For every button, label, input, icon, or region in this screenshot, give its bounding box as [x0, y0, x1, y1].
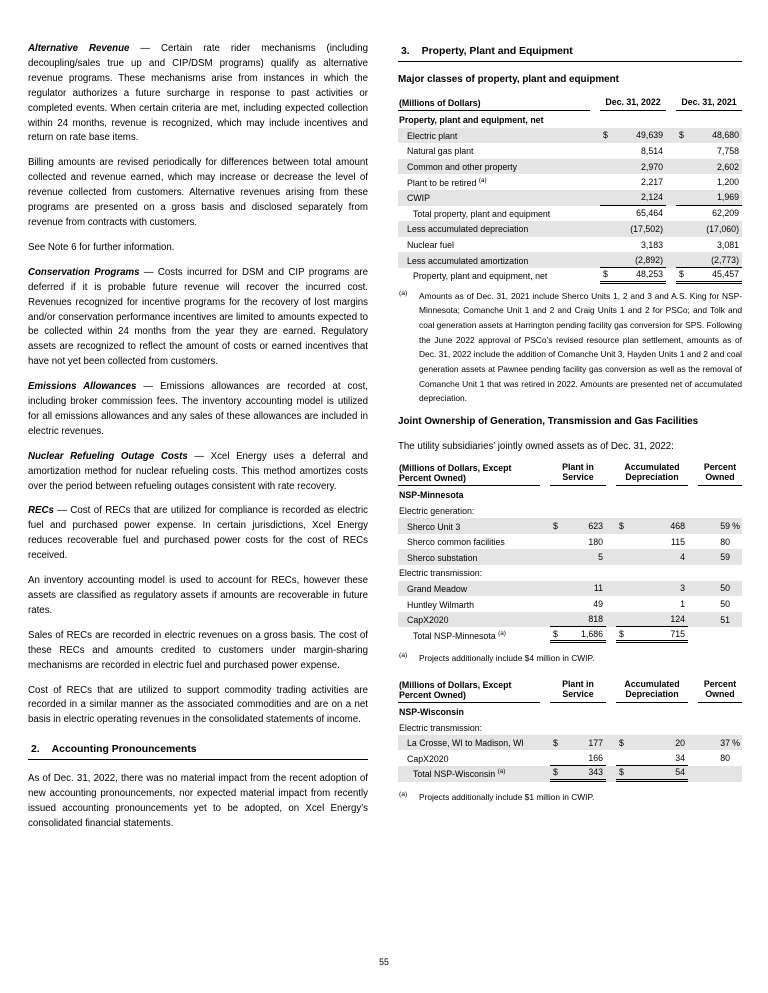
- amount-value: 1,969: [716, 192, 739, 203]
- dollar-sign: $: [553, 737, 558, 748]
- dollar-sign: $: [553, 521, 558, 532]
- row-label: Less accumulated depreciation: [407, 224, 529, 235]
- money-cell: [676, 143, 742, 159]
- table-row: [398, 735, 742, 751]
- row-label: Sherco substation: [407, 552, 478, 563]
- dollar-sign: $: [603, 130, 608, 141]
- percent-cell: [698, 627, 742, 643]
- table-row: [398, 549, 742, 565]
- percent-sign: %: [732, 737, 740, 748]
- paragraph: See Note 6 for further information.: [28, 241, 175, 253]
- percent-cell: [698, 750, 742, 766]
- section-heading-property-plant-equipment: [398, 44, 742, 62]
- money-cell: [616, 503, 688, 519]
- column-header-line: Depreciation: [625, 472, 679, 483]
- table-row: [398, 237, 742, 253]
- table-column-header: Dec. 31, 2022: [600, 98, 666, 111]
- percent-cell: [698, 549, 742, 565]
- column-header-line: Owned: [705, 472, 735, 483]
- money-cell: [676, 221, 742, 237]
- money-cell: [616, 549, 688, 565]
- row-label: Huntley Wilmarth: [407, 599, 474, 610]
- money-cell: [676, 237, 742, 253]
- amount-value: 62,209: [712, 208, 739, 219]
- table-row: [398, 112, 742, 128]
- money-cell: [676, 174, 742, 190]
- amount-value: 48,680: [712, 130, 739, 141]
- amount-value: 623: [588, 521, 603, 532]
- row-label: Electric transmission:: [399, 722, 483, 733]
- table-row: [398, 518, 742, 534]
- money-cell: [600, 128, 666, 144]
- money-cell: [676, 128, 742, 144]
- money-cell: [616, 750, 688, 766]
- amount-value: 1: [680, 599, 685, 610]
- money-cell: [676, 112, 742, 128]
- row-label: Sherco Unit 3: [407, 521, 461, 532]
- table-units-header: (Millions of Dollars, Except Percent Owned): [398, 680, 540, 703]
- money-cell: [600, 190, 666, 206]
- table-row: [398, 159, 742, 175]
- money-cell: [600, 252, 666, 268]
- paragraph: Nuclear Refueling Outage Costs — Xcel Energy uses a deferral and amortization method for nuclear refueling costs. This method amortizes costs over the period between refueling outages consistent with rate recovery.: [28, 450, 368, 492]
- money-cell: [616, 596, 688, 612]
- percent-cell: [698, 581, 742, 597]
- row-label: Total property, plant and equipment: [413, 208, 551, 219]
- amount-value: 2,970: [640, 161, 663, 172]
- footnote-marker: (a): [399, 289, 408, 297]
- percent-value: 59: [720, 552, 730, 563]
- nsp-minnesota-footnote: [398, 651, 742, 666]
- percent-cell: [698, 735, 742, 751]
- percent-value: 51: [720, 614, 730, 625]
- table-row: [398, 143, 742, 159]
- table-row: [398, 128, 742, 144]
- money-cell: [550, 750, 606, 766]
- row-label: NSP-Wisconsin: [399, 707, 464, 717]
- table-row: [398, 252, 742, 268]
- paragraph: Conservation Programs — Costs incurred for DSM and CIP programs are deferred if it is probable future revenue will recover the incurred cost. Revenues recognized for incentive programs for the recovery of lost margins and/or conservation performance incentives are limited to amounts expected to be collected within 24 months from the year they are earned. Regulatory assets are recognized to reflect the amount of costs or earned incentives that have not yet been collected from customers.: [28, 266, 368, 368]
- money-cell: [600, 237, 666, 253]
- percent-cell: [698, 518, 742, 534]
- table-row: [398, 268, 742, 284]
- paragraph: RECs — Cost of RECs that are utilized for compliance is recorded as electric fuel and purchased power expense. In certain jurisdictions, Xcel Energy reduces recoverable fuel and purchased power costs for the cost of RECs received.: [28, 505, 368, 562]
- amount-value: 20: [675, 737, 685, 748]
- table-row: [398, 565, 742, 581]
- table-row: [398, 750, 742, 766]
- table-row: [398, 190, 742, 206]
- dollar-sign: $: [619, 521, 624, 532]
- amount-value: 343: [588, 767, 603, 778]
- paragraph-lead-term: Nuclear Refueling Outage Costs: [28, 450, 195, 462]
- table-row: [398, 596, 742, 612]
- money-cell: [550, 719, 606, 735]
- dollar-sign: $: [553, 628, 558, 639]
- money-cell: [616, 565, 688, 581]
- percent-cell: [698, 704, 742, 720]
- paragraph-lead-term: Conservation Programs: [28, 266, 144, 278]
- money-cell: [600, 174, 666, 190]
- subheading-joint-ownership: Joint Ownership of Generation, Transmission and Gas Facilities: [398, 416, 699, 428]
- money-cell: [616, 627, 688, 643]
- amount-value: 468: [670, 521, 685, 532]
- page-number: 55: [379, 957, 389, 967]
- amount-value: 3: [680, 583, 685, 594]
- table-row: [398, 704, 742, 720]
- joint-ownership-intro: The utility subsidiaries’ jointly owned assets as of Dec. 31, 2022:: [398, 441, 674, 453]
- section-number: 2.: [31, 744, 40, 756]
- money-cell: [616, 534, 688, 550]
- money-cell: [616, 719, 688, 735]
- money-cell: [550, 518, 606, 534]
- amount-value: 180: [588, 536, 603, 547]
- percent-cell: [698, 487, 742, 503]
- money-cell: [616, 704, 688, 720]
- nsp-minnesota-table: [398, 463, 742, 643]
- dollar-sign: $: [619, 628, 624, 639]
- table-row: [398, 719, 742, 735]
- percent-value: 50: [720, 583, 730, 594]
- column-header-line: Plant in: [562, 462, 594, 473]
- money-cell: [676, 252, 742, 268]
- percent-cell: [698, 534, 742, 550]
- percent-value: 80: [720, 753, 730, 764]
- row-label: Natural gas plant: [407, 146, 474, 157]
- money-cell: [616, 581, 688, 597]
- dollar-sign: $: [603, 269, 608, 280]
- amount-value: 3,081: [716, 239, 739, 250]
- amount-value: 49: [593, 599, 603, 610]
- money-cell: [550, 612, 606, 628]
- dollar-sign: $: [679, 130, 684, 141]
- percent-cell: [698, 766, 742, 782]
- money-cell: [600, 206, 666, 222]
- amount-value: (17,502): [630, 223, 663, 234]
- table-column-header: [616, 680, 688, 703]
- table-row: [398, 627, 742, 643]
- left-column: [28, 42, 368, 842]
- row-label: Electric generation:: [399, 505, 475, 516]
- amount-value: 54: [675, 767, 685, 778]
- dollar-sign: $: [619, 737, 624, 748]
- money-cell: [550, 627, 606, 643]
- table-column-header: [616, 463, 688, 486]
- amount-value: 49,639: [636, 130, 663, 141]
- amount-value: 166: [588, 752, 603, 763]
- amount-value: 2,124: [640, 192, 663, 203]
- footnote-reference: (a): [478, 176, 487, 184]
- section-heading-accounting-pronouncements: [28, 742, 368, 760]
- table-column-header: [550, 680, 606, 703]
- table-row: [398, 221, 742, 237]
- amount-value: 11: [593, 583, 603, 594]
- row-label: Plant to be retired $^{(a)}$: [407, 176, 487, 188]
- footnote-text: Amounts as of Dec. 31, 2021 include Sherco Units 1, 2 and 3 and A.S. King for NSP-Minnesota; Comanche Unit 1 and 2 and Craig Units 1 and 2 for PSCo; and Tolk and coal generation assets at Harrington pending facility gas conversion for SPS. Following the June 2022 approval of PSCo’s revised resource plan settlement, amounts as of Dec. 31, 2022 include the addition of Comanche Unit 3, Hayden Units 1 and 2 and coal generation assets at Pawnee pending facility gas conversion as well as the removal of Comanche Unit 1 that was retired in 2022. Amounts are presented net of accumulated depreciation.: [419, 290, 742, 404]
- ppe-table: [398, 98, 742, 284]
- row-label: Total NSP-Minnesota $^{(a)}$: [413, 629, 506, 641]
- amount-value: 48,253: [636, 269, 663, 280]
- amount-value: 45,457: [712, 269, 739, 280]
- row-label: Sherco common facilities: [407, 537, 505, 548]
- table-row: [398, 612, 742, 628]
- row-label: Grand Meadow: [407, 583, 468, 594]
- amount-value: 177: [588, 737, 603, 748]
- money-cell: [600, 143, 666, 159]
- money-cell: [550, 549, 606, 565]
- percent-cell: [698, 596, 742, 612]
- amount-value: 8,514: [640, 145, 663, 156]
- row-label: Less accumulated amortization: [407, 255, 529, 266]
- table-header-row: [398, 463, 742, 486]
- amount-value: 2,602: [716, 161, 739, 172]
- money-cell: [550, 534, 606, 550]
- paragraph: An inventory accounting model is used to account for RECs, however these assets are classified as regulatory assets if amounts are recoverable in future rates.: [28, 575, 368, 616]
- dollar-sign: $: [619, 767, 624, 778]
- section-title: Property, Plant and Equipment: [421, 46, 573, 57]
- row-label: CapX2020: [407, 753, 449, 764]
- row-label: NSP-Minnesota: [399, 490, 464, 501]
- two-column-layout: [28, 42, 742, 842]
- percent-cell: [698, 612, 742, 628]
- paragraph: Cost of RECs that are utilized to support commodity trading activities are recorded in a similar manner as the associated commodities and are on a net basis in electric operating revenues in the consolidated statements of income.: [28, 684, 368, 726]
- footnote-reference: (a): [498, 629, 506, 637]
- column-header-line: Percent: [703, 462, 737, 473]
- amount-value: 1,200: [716, 177, 739, 188]
- table-row: [398, 487, 742, 503]
- column-header-line: Accumulated: [624, 462, 680, 473]
- row-label: Total NSP-Wisconsin $^{(a)}$: [413, 768, 506, 780]
- money-cell: [550, 735, 606, 751]
- column-header-line: Service: [562, 688, 594, 699]
- amount-value: 4: [680, 552, 685, 563]
- table-row: [398, 206, 742, 222]
- money-cell: [676, 206, 742, 222]
- money-cell: [676, 268, 742, 284]
- money-cell: [550, 596, 606, 612]
- money-cell: [550, 766, 606, 782]
- money-cell: [550, 565, 606, 581]
- column-header-line: Service: [562, 472, 594, 483]
- percent-value: 37: [720, 737, 730, 748]
- table-units-header: (Millions of Dollars): [398, 98, 590, 111]
- money-cell: [600, 159, 666, 175]
- table-column-header: Dec. 31, 2021: [676, 98, 742, 111]
- money-cell: [616, 487, 688, 503]
- table-row: [398, 503, 742, 519]
- amount-value: 115: [670, 536, 685, 547]
- money-cell: [550, 503, 606, 519]
- right-column: [398, 42, 742, 842]
- column-header-line: Accumulated: [624, 679, 680, 690]
- amount-value: 2,217: [640, 177, 663, 188]
- row-label: CWIP: [407, 193, 430, 204]
- section-number: 3.: [401, 46, 410, 57]
- amount-value: 124: [670, 614, 685, 625]
- row-label: Nuclear fuel: [407, 240, 454, 251]
- footnote-text: Projects additionally include $1 million in CWIP.: [419, 791, 595, 802]
- paragraph: As of Dec. 31, 2022, there was no material impact from the recent adoption of new accounting pronouncements, nor expected material impact from recently issued accounting pronouncements yet to be adopted, on Xcel Energy’s consolidated financial statements.: [28, 773, 368, 829]
- table-column-header: [698, 680, 742, 703]
- amount-value: (2,892): [635, 254, 663, 265]
- amount-value: 1,686: [580, 628, 603, 639]
- table-column-header: [550, 463, 606, 486]
- paragraph: Emissions Allowances — Emissions allowances are recorded at cost, including broker commission fees. The inventory accounting model is utilized for all emissions allowances and any sales of these allowances are included in electric revenues.: [28, 381, 368, 437]
- column-header-line: Percent: [703, 679, 737, 690]
- money-cell: [616, 735, 688, 751]
- paragraph-lead-term: Alternative Revenue: [28, 43, 141, 54]
- subheading-major-classes: Major classes of property, plant and equipment: [398, 74, 619, 85]
- money-cell: [616, 518, 688, 534]
- percent-cell: [698, 503, 742, 519]
- table-units-header: (Millions of Dollars, Except Percent Owned): [398, 463, 540, 486]
- amount-value: 3,183: [640, 239, 663, 250]
- money-cell: [616, 612, 688, 628]
- amount-value: (17,060): [706, 223, 739, 234]
- percent-value: 80: [720, 536, 730, 547]
- money-cell: [600, 112, 666, 128]
- row-label: Common and other property: [407, 162, 518, 173]
- amount-value: 65,464: [636, 208, 663, 219]
- row-label: Property, plant and equipment, net: [413, 271, 548, 282]
- money-cell: [676, 159, 742, 175]
- percent-value: 50: [720, 599, 730, 610]
- table-row: [398, 766, 742, 782]
- table-column-header: [698, 463, 742, 486]
- amount-value: 5: [598, 552, 603, 563]
- percent-cell: [698, 565, 742, 581]
- amount-value: 818: [588, 614, 603, 625]
- table-row: [398, 581, 742, 597]
- table-header-row: [398, 98, 742, 111]
- paragraph: Sales of RECs are recorded in electric revenues on a gross basis. The cost of these RECs and amounts credited to customers under margin-sharing mechanisms are recorded in electric fuel and purchased power expense.: [28, 629, 368, 671]
- amount-value: 7,758: [716, 145, 739, 156]
- table-row: [398, 174, 742, 190]
- column-header-line: Plant in: [562, 679, 594, 690]
- paragraph: Alternative Revenue — Certain rate rider mechanisms (including decoupling/sales true up and CIP/DSM programs) qualify as alternative revenue programs. These mechanisms arise from instances in which the regulator authorizes a future surcharge in response to past activities or completed events. When certain criteria are met, including expected collection within 24 months, revenue is recognized, which may include incentives and return on rate base items.: [28, 43, 368, 144]
- dollar-sign: $: [553, 767, 558, 778]
- row-label: La Crosse, WI to Madison, WI: [407, 738, 524, 749]
- footnote-marker: (a): [399, 790, 408, 798]
- paragraph: Billing amounts are revised periodically for differences between total amount collected and revenue earned, which may increase or decrease the level of revenue collected from customers. Alternative revenues arising from these programs are presented on a gross basis and disclosed separately from revenue from contracts with customers.: [28, 157, 368, 228]
- amount-value: 34: [675, 752, 685, 763]
- row-label: CapX2020: [407, 615, 449, 626]
- row-label: Electric plant: [407, 130, 458, 141]
- row-label: Property, plant and equipment, net: [399, 115, 544, 126]
- nsp-wisconsin-table: [398, 680, 742, 782]
- ppe-footnote: [398, 289, 742, 407]
- money-cell: [676, 190, 742, 206]
- money-cell: [550, 487, 606, 503]
- footnote-reference: (a): [497, 768, 506, 776]
- percent-value: 59: [720, 521, 730, 532]
- money-cell: [550, 704, 606, 720]
- footnote-marker: (a): [399, 652, 408, 659]
- dollar-sign: $: [679, 269, 684, 280]
- amount-value: 715: [670, 628, 685, 639]
- money-cell: [600, 268, 666, 284]
- nsp-wisconsin-footnote: [398, 790, 742, 805]
- percent-sign: %: [732, 521, 740, 532]
- money-cell: [616, 766, 688, 782]
- column-header-line: Depreciation: [625, 688, 679, 699]
- table-header-row: [398, 680, 742, 703]
- money-cell: [600, 221, 666, 237]
- table-row: [398, 534, 742, 550]
- footnote-text: Projects additionally include $4 million in CWIP.: [419, 653, 595, 663]
- paragraph-lead-term: Emissions Allowances: [28, 381, 144, 393]
- paragraph-lead-term: RECs: [28, 505, 58, 517]
- percent-cell: [698, 719, 742, 735]
- row-label: Electric transmission:: [399, 568, 483, 579]
- column-header-line: Owned: [705, 688, 735, 699]
- amount-value: (2,773): [711, 254, 739, 265]
- money-cell: [550, 581, 606, 597]
- section-title: Accounting Pronouncements: [51, 744, 197, 756]
